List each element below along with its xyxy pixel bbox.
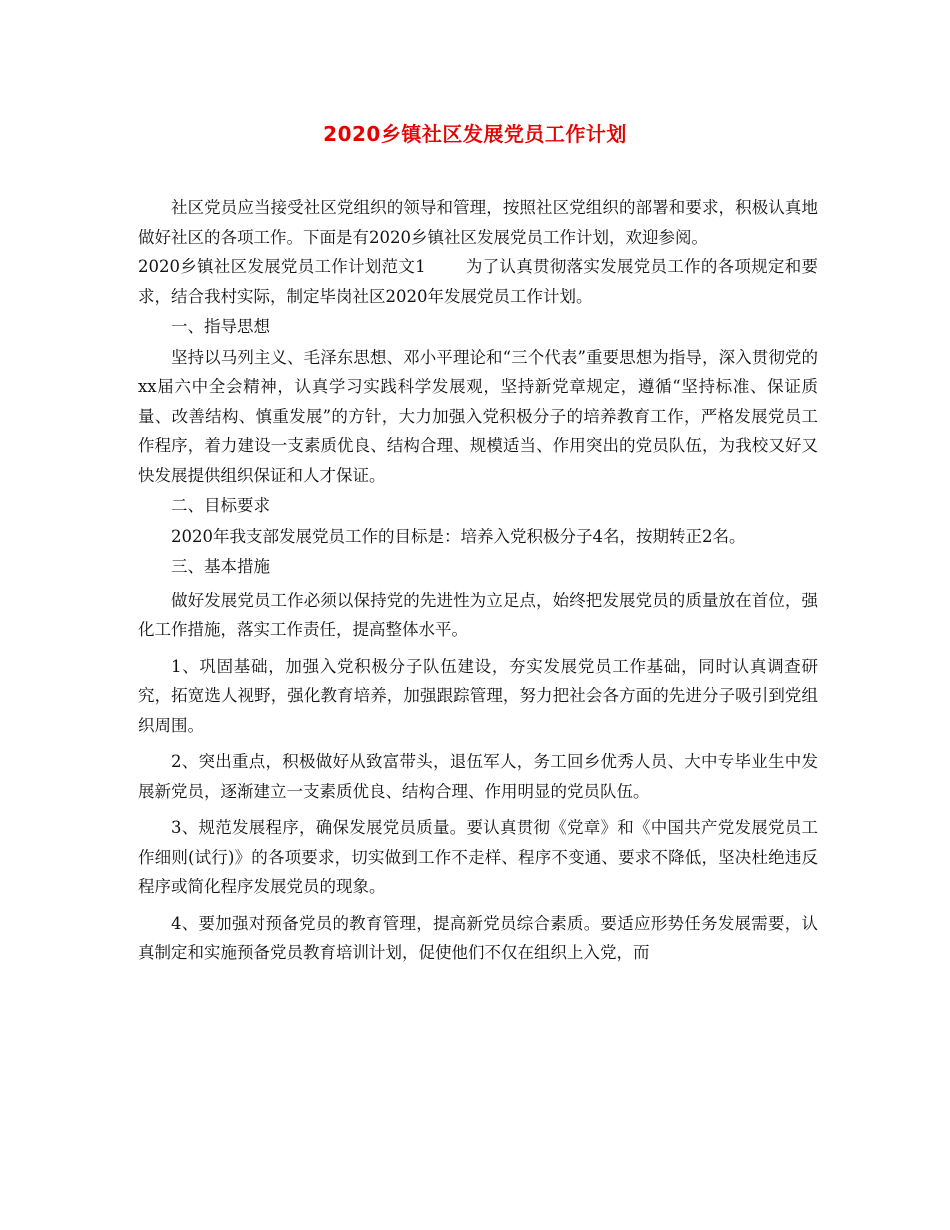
document-title: 2020乡镇社区发展党员工作计划: [323, 122, 627, 146]
section2-paragraph: 2020年我支部发展党员工作的目标是：培养入党积极分子4名，按期转正2名。: [171, 526, 746, 546]
sample-intro-text: 为了认真贯彻落实发展党员工作的各项规定和要求，结合我村实际，制定毕岗社区2020年发展党员工作计划。: [138, 257, 818, 306]
measure-item-1: 1、巩固基础，加强入党积极分子队伍建设，夯实发展党员工作基础，同时认真调查研究，拓宽选人视野，强化教育培养，加强跟踪管理，努力把社会各方面的先进分子吸引到党组织周围。: [138, 656, 818, 735]
section2-heading: 二、目标要求: [171, 496, 270, 515]
document-body: [138, 193, 818, 968]
measure-item-4: 4、要加强对预备党员的教育管理，提高新党员综合素质。要适应形势任务发展需要，认真制定和实施预备党员教育培训计划，促使他们不仅在组织上入党，而: [138, 913, 818, 962]
measure-item-2: 2、突出重点，积极做好从致富带头，退伍军人，务工回乡优秀人员、大中专毕业生中发展新党员，逐渐建立一支素质优良、结构合理、作用明显的党员队伍。: [138, 752, 818, 801]
measure-item-3: 3、规范发展程序，确保发展党员质量。要认真贯彻《党章》和《中国共产党发展党员工作细则(试行)》的各项要求，切实做到工作不走样、程序不变通、要求不降低，坚决杜绝违反程序或简化程序发展党员的现象。: [138, 818, 818, 896]
section3-paragraph: 做好发展党员工作必须以保持党的先进性为立足点，始终把发展党员的质量放在首位，强化工作措施，落实工作责任，提高整体水平。: [138, 590, 818, 639]
intro-paragraph: 社区党员应当接受社区党组织的领导和管理，按照社区党组织的部署和要求，积极认真地做好社区的各项工作。下面是有2020乡镇社区发展党员工作计划，欢迎参阅。: [138, 198, 818, 247]
section1-heading: 一、指导思想: [171, 317, 270, 336]
sample-heading: 2020乡镇社区发展党员工作计划范文1: [138, 257, 426, 276]
section3-heading: 三、基本措施: [171, 557, 270, 576]
sample-intro-paragraph: [138, 252, 818, 311]
section1-paragraph: 坚持以马列主义、毛泽东思想、邓小平理论和“三个代表”重要思想为指导，深入贯彻党的xx届六中全会精神，认真学习实践科学发展观，坚持新党章规定，遵循“坚持标准、保证质量、改善结构、慎重发展”的方针，大力加强入党积极分子的培养教育工作，严格发展党员工作程序，着力建设一支素质优良、结构合理、规模适当、作用突出的党员队伍，为我校又好又快发展提供组织保证和人才保证。: [138, 347, 818, 485]
